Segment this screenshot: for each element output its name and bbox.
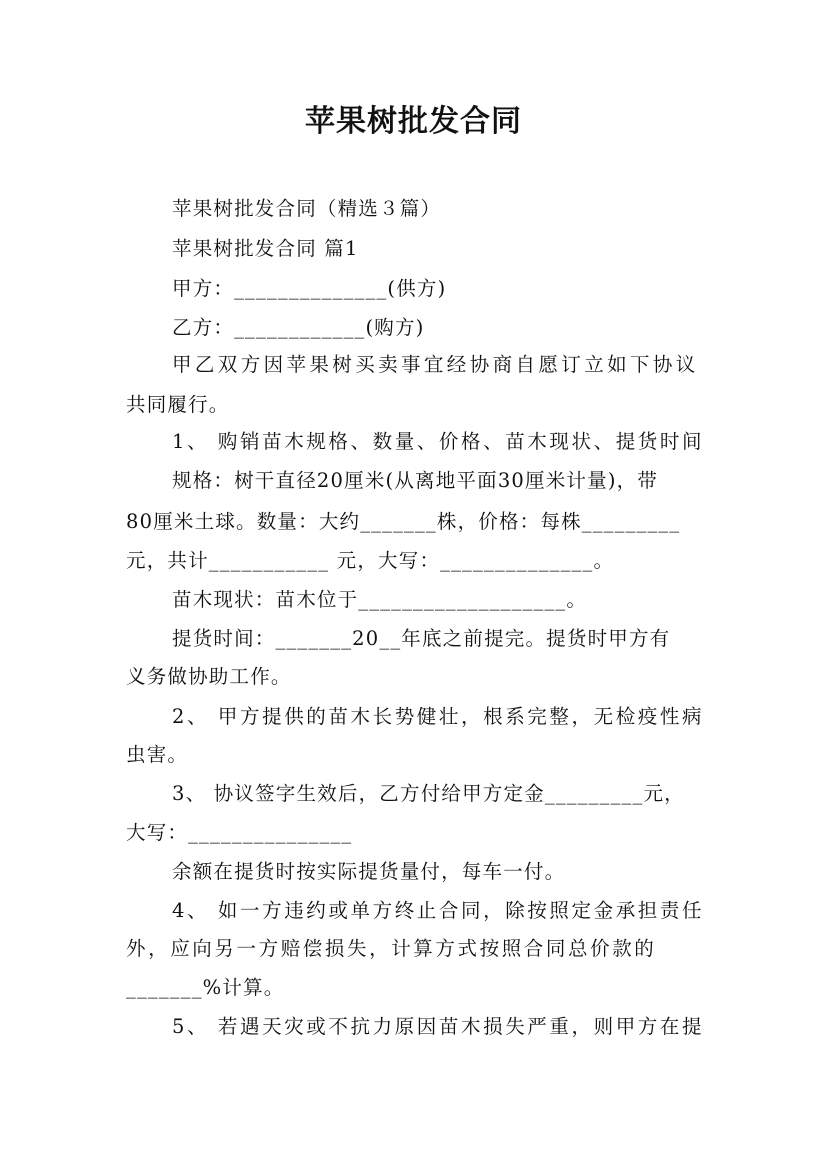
paragraph-line: 大写：_______________ — [126, 821, 353, 844]
paragraph-line: 共同履行。 — [126, 393, 230, 416]
paragraph-line: 3、 协议签字生效后，乙方付给甲方定金_________元， — [172, 782, 685, 805]
paragraph-line: 苹果树批发合同 篇1 — [172, 237, 359, 260]
paragraph-line: 提货时间：_______20__年底之前提完。提货时甲方有 — [172, 627, 671, 650]
paragraph-line: 5、 若遇天灾或不抗力原因苗木损失严重，则甲方在提 — [172, 1015, 705, 1038]
paragraph-line: 80厘米土球。数量：大约_______株，价格：每株_________ — [126, 510, 681, 533]
paragraph-line: 虫害。 — [126, 743, 189, 766]
paragraph-line: 苗木现状：苗木位于___________________。 — [172, 588, 588, 611]
paragraph-line: 甲乙双方因苹果树买卖事宜经协商自愿订立如下协议 — [172, 353, 699, 376]
paragraph-line: 义务做协助工作。 — [126, 665, 292, 688]
paragraph-line: 甲方：______________(供方) — [172, 277, 447, 300]
paragraph-line: 乙方：____________(购方) — [172, 316, 425, 339]
paragraph-line: 4、 如一方违约或单方终止合同，除按照定金承担责任 — [172, 899, 705, 922]
paragraph-line: 2、 甲方提供的苗木长势健壮，根系完整，无检疫性病 — [172, 705, 705, 728]
paragraph-line: 外，应向另一方赔偿损失，计算方式按照合同总价款的 — [126, 937, 657, 960]
document-title: 苹果树批发合同 — [305, 104, 522, 139]
paragraph-line: 元，共计___________ 元，大写：______________。 — [126, 549, 615, 572]
paragraph-line: 1、 购销苗木规格、数量、价格、苗木现状、提货时间 — [172, 430, 705, 453]
paragraph-line: 苹果树批发合同（精选３篇） — [172, 197, 442, 220]
paragraph-line: 规格：树干直径20厘米(从离地平面30厘米计量)，带 — [172, 469, 659, 492]
paragraph-line: 余额在提货时按实际提货量付，每车一付。 — [172, 860, 566, 883]
paragraph-line: _______%计算。 — [126, 976, 285, 999]
